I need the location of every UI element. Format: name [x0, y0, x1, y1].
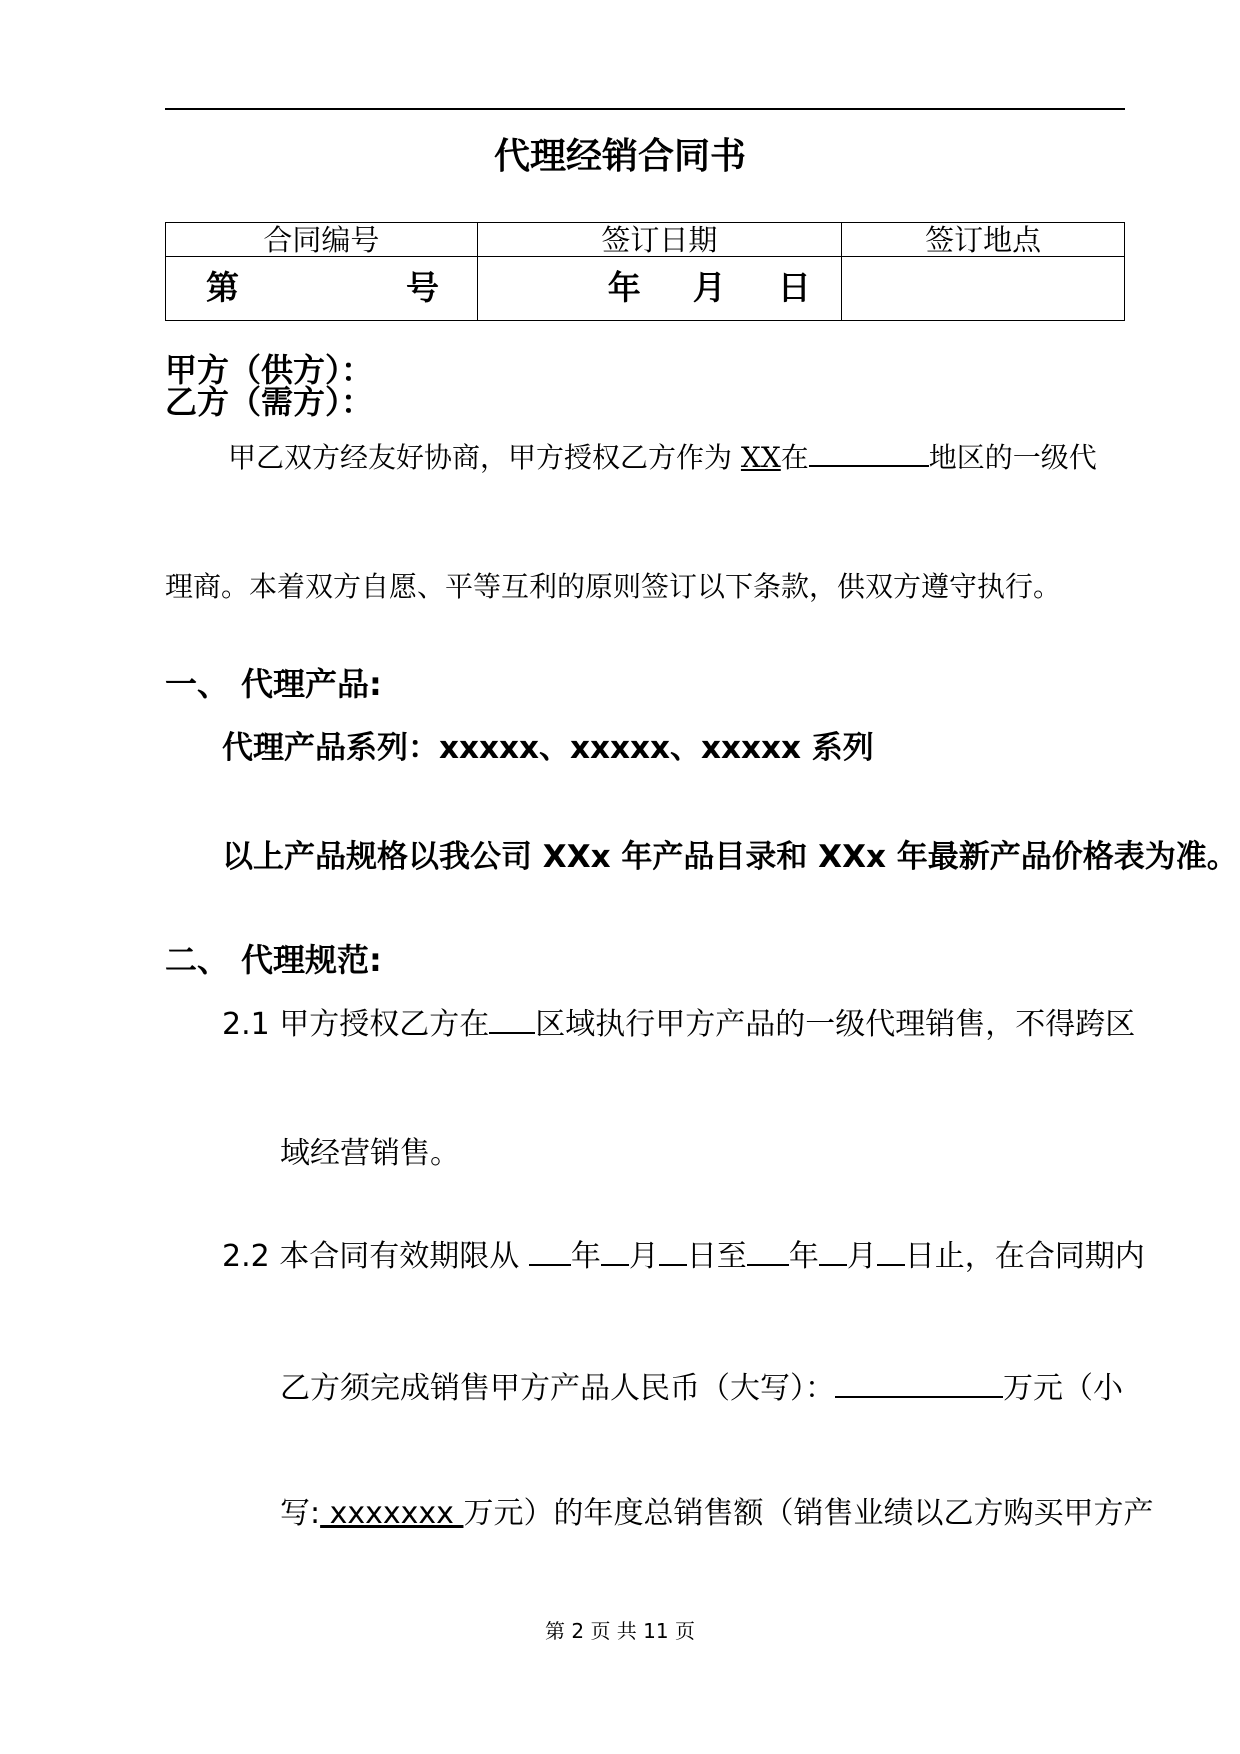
clause-2-1-text-a: 甲方授权乙方在 — [279, 1007, 490, 1042]
date-year-label: 年 — [607, 268, 641, 307]
sign-place-cell — [842, 257, 1125, 321]
clause-2-1-number: 2.1 — [222, 1007, 270, 1042]
party-b-label: 乙方（需方）： — [165, 383, 374, 421]
intro-text-3: 地区的一级代 — [928, 441, 1097, 474]
start-month-label: 月 — [628, 1239, 659, 1274]
clause-2-2-line3-text-a: 写: — [280, 1496, 321, 1531]
intro-xx: XX — [740, 441, 781, 474]
clause-2-2-line1 — [222, 1236, 1145, 1277]
clause-2-2-line3-text-b: 万元）的年度总销售额（销售业绩以乙方购买甲方产 — [463, 1496, 1154, 1531]
info-table-value-row — [166, 257, 1125, 321]
area-blank — [489, 1004, 535, 1034]
end-year-label: 年 — [788, 1239, 819, 1274]
start-month-blank — [601, 1236, 629, 1266]
region-blank — [809, 437, 929, 467]
clause-2-2-line3 — [280, 1494, 1153, 1534]
date-month-label: 月 — [692, 268, 726, 307]
contract-number-cell — [166, 257, 478, 321]
contract-info-table — [165, 222, 1125, 321]
contract-number-suffix: 号 — [406, 268, 439, 307]
clause-2-2-line2 — [280, 1368, 1123, 1409]
intro-text-1: 甲乙双方经友好协商，甲方授权乙方作为 — [228, 441, 741, 474]
end-month-blank — [819, 1236, 847, 1266]
clause-2-2-number: 2.2 — [222, 1239, 270, 1274]
info-table-header-row — [166, 223, 1125, 257]
party-a-label: 甲方（供方）： — [165, 351, 374, 389]
product-spec-line: 以上产品规格以我公司 XXx 年产品目录和 XXx 年最新产品价格表为准。 — [222, 839, 1238, 875]
start-year-label: 年 — [570, 1239, 601, 1274]
clause-2-1-text-b: 区域执行甲方产品的一级代理销售，不得跨区 — [535, 1007, 1136, 1042]
section2-title: 代理规范: — [241, 941, 382, 979]
header-contract-number: 合同编号 — [166, 223, 478, 257]
date-day-label: 日 — [777, 268, 811, 307]
header-sign-place: 签订地点 — [842, 223, 1125, 257]
start-day-label: 日至 — [686, 1239, 747, 1274]
intro-paragraph-line1 — [228, 437, 1097, 478]
page-number-footer: 第 2 页 共 11 页 — [545, 1619, 695, 1643]
amount-capital-blank — [835, 1368, 1003, 1398]
header-sign-date: 签订日期 — [477, 223, 841, 257]
end-day-blank — [877, 1236, 905, 1266]
section2-heading — [165, 940, 382, 980]
product-series-line: 代理产品系列：xxxxx、xxxxx、xxxxx 系列 — [222, 730, 874, 766]
sign-date-cell — [477, 257, 841, 321]
clause-2-1-line2: 域经营销售。 — [280, 1136, 460, 1171]
end-day-label: 日止，在合同期内 — [904, 1239, 1145, 1274]
start-year-blank — [529, 1236, 571, 1266]
section1-heading — [165, 664, 382, 704]
header-rule — [165, 108, 1125, 110]
document-title: 代理经销合同书 — [493, 136, 746, 177]
contract-number-prefix: 第 — [206, 268, 239, 307]
intro-paragraph-line2: 理商。本着双方自愿、平等互利的原则签订以下条款，供双方遵守执行。 — [165, 570, 1062, 603]
section1-number: 一、 — [165, 665, 230, 703]
clause-2-2-line2-text-b: 万元（小 — [1003, 1371, 1123, 1406]
amount-small-value: xxxxxxx — [320, 1496, 464, 1531]
intro-text-2: 在 — [780, 441, 809, 474]
end-year-blank — [747, 1236, 789, 1266]
end-month-label: 月 — [846, 1239, 877, 1274]
clause-2-2-line2-text-a: 乙方须完成销售甲方产品人民币（大写）： — [280, 1371, 835, 1406]
section1-title: 代理产品: — [241, 665, 382, 703]
start-day-blank — [659, 1236, 687, 1266]
section2-number: 二、 — [165, 941, 230, 979]
clause-2-1-line1 — [222, 1004, 1135, 1045]
clause-2-2-text-a: 本合同有效期限从 — [279, 1239, 529, 1274]
